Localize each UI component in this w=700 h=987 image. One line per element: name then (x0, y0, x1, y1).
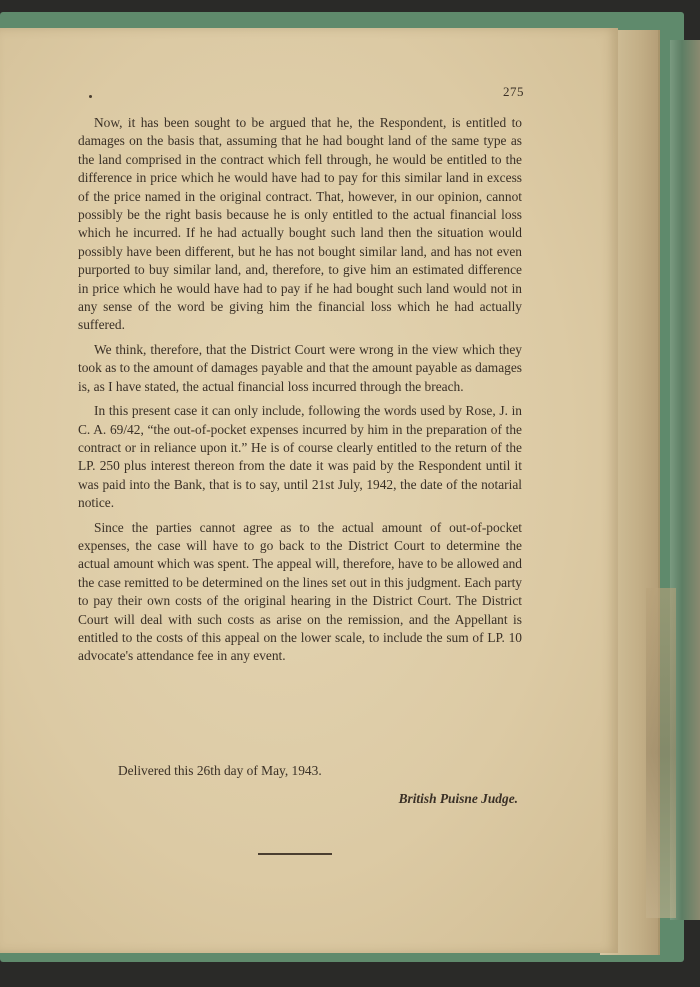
judgment-text (78, 114, 522, 672)
ink-mark (89, 95, 92, 98)
worn-edge (646, 588, 676, 918)
paragraph-4: Since the parties cannot agree as to the actual amount of out-of-pocket expenses, the case will have to go back to the District Court to determine the actual amount which was spent. The appeal will, therefore, have to be allowed and the case remitted to be determined on the lines set out in this judgment. Each party to pay their own costs of the original hearing in the District Court. The District Court will deal with such costs as arise on the remission, and the Appellant is entitled to the costs of this appeal on the lower scale, to include the sum of LP. 10 advocate's attendance fee in any event. (78, 519, 522, 664)
paragraph-3: In this present case it can only include, following the words used by Rose, J. in C. A. 69/42, “the out-of-pocket expenses incurred by him in the preparation of the contract or in reliance upon it.” He is of course clearly entitled to the return of the LP. 250 plus interest thereon from the date it was paid by the Respondent until it was paid into the Bank, that is to say, until 21st July, 1942, the date of the notarial notice. (78, 403, 522, 511)
closing-rule (258, 853, 332, 855)
paragraph-1: Now, it has been sought to be argued that he, the Respondent, is entitled to damages on the basis that, assuming that he had bought land of the same type as the land comprised in the contract which fell through, he would be entitled to the difference in price which he would have had to pay for this similar land in excess of the price named in the original contract. That, however, in our opinion, cannot possibly be the right basis because he is only entitled to the actual financial loss which he incurred. If he had actually bought such land then the situation would possibly have been different, but he has not bought similar land, and has not even purported to buy similar land, and, therefore, to give him an estimated difference in price which he would have had to pay if he had bought such land would not in any sense of the word be giving him the financial loss which he had actually suffered. (78, 115, 522, 333)
signature: British Puisne Judge. (398, 791, 518, 806)
page-number: 275 (503, 84, 524, 99)
delivered-line: Delivered this 26th day of May, 1943. (118, 763, 322, 778)
paragraph-2: We think, therefore, that the District Court were wrong in the view which they took as to the amount of damages payable and that the amount payable as damages is, as I have stated, the actual financial loss incurred through the breach. (78, 341, 522, 394)
